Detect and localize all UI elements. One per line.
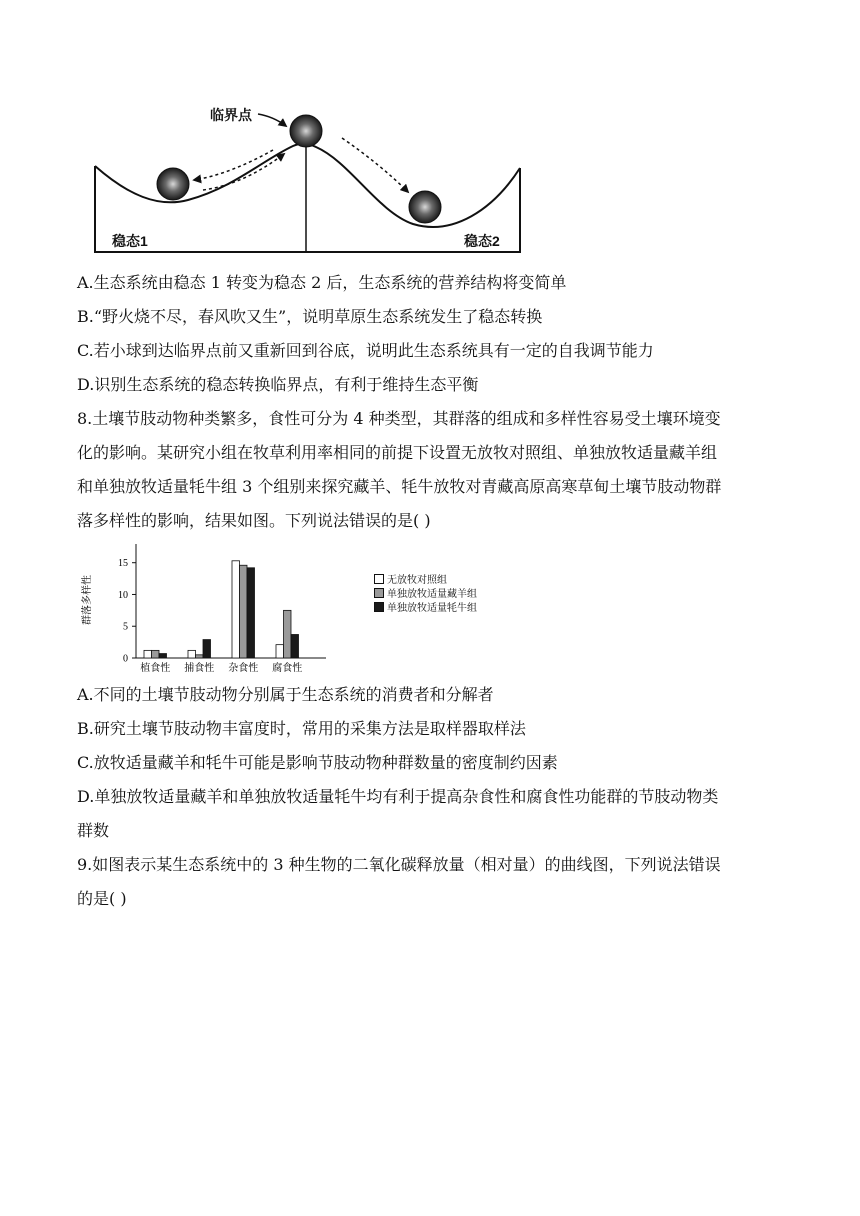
bar-3-1 bbox=[284, 610, 292, 658]
arthropod-diversity-chart bbox=[78, 540, 477, 676]
bar-1-0 bbox=[188, 650, 196, 658]
legend-item-tibetan-sheep bbox=[374, 588, 477, 601]
q8-option-d-line-1: D.单独放牧适量藏羊和单独放牧适量牦牛均有利于提高杂食性和腐食性功能群的节肢动物类 bbox=[77, 787, 719, 806]
q8-option-c: C.放牧适量藏羊和牦牛可能是影响节肢动物种群数量的密度制约因素 bbox=[77, 753, 558, 772]
bar-1-2 bbox=[203, 640, 211, 658]
arrow-to-state2 bbox=[342, 138, 408, 192]
bar-2-2 bbox=[247, 568, 255, 658]
arrow-to-critical bbox=[203, 154, 284, 190]
bar-2-0 bbox=[232, 561, 240, 658]
y-tick-label-5: 5 bbox=[123, 621, 128, 633]
legend-swatch-yak bbox=[374, 602, 384, 612]
legend-label-control: 无放牧对照组 bbox=[387, 575, 447, 586]
x-tick-label-3: 腐食性 bbox=[272, 663, 303, 674]
ball-state1 bbox=[157, 168, 189, 200]
q8-stem-line-4: 落多样性的影响，结果如图。下列说法错误的是( ) bbox=[77, 511, 431, 530]
q8-option-d-line-2: 群数 bbox=[77, 821, 110, 840]
state1-label: 稳态1 bbox=[112, 233, 148, 249]
q7-option-c: C.若小球到达临界点前又重新回到谷底，说明此生态系统具有一定的自我调节能力 bbox=[77, 341, 654, 360]
arrow-critical-label bbox=[258, 114, 286, 126]
legend-item-control bbox=[374, 574, 447, 587]
bar-3-2 bbox=[291, 634, 299, 658]
legend-label-tibetan-sheep: 单独放牧适量藏羊组 bbox=[387, 589, 477, 600]
y-tick-label-15: 15 bbox=[118, 558, 128, 570]
q7-option-a: A.生态系统由稳态 1 转变为稳态 2 后，生态系统的营养结构将变简单 bbox=[77, 273, 567, 292]
q8-stem-line-2: 化的影响。某研究小组在牧草利用率相同的前提下设置无放牧对照组、单独放牧适量藏羊组 bbox=[77, 443, 718, 462]
legend-item-yak bbox=[374, 602, 477, 615]
x-tick-label-0: 植食性 bbox=[140, 663, 171, 674]
y-tick-label-10: 10 bbox=[118, 589, 128, 601]
x-tick-label-1: 捕食性 bbox=[184, 663, 215, 674]
y-tick-label-0: 0 bbox=[123, 653, 128, 665]
q8-option-b: B.研究土壤节肢动物丰富度时，常用的采集方法是取样器取样法 bbox=[77, 719, 526, 738]
stability-landscape-diagram bbox=[88, 100, 528, 258]
bar-0-0 bbox=[144, 650, 152, 658]
bar-3-0 bbox=[276, 645, 284, 658]
q9-stem-line-2: 的是( ) bbox=[77, 889, 127, 908]
q7-option-b: B.“野火烧不尽，春风吹又生”，说明草原生态系统发生了稳态转换 bbox=[77, 307, 543, 326]
bar-2-1 bbox=[240, 565, 248, 658]
q8-stem-line-1: 8.土壤节肢动物种类繁多，食性可分为 4 种类型，其群落的组成和多样性容易受土壤环境变 bbox=[77, 409, 721, 428]
ball-critical-point bbox=[290, 115, 322, 147]
state2-label: 稳态2 bbox=[464, 233, 500, 249]
bar-1-1 bbox=[196, 655, 204, 658]
ball-state2 bbox=[409, 191, 441, 223]
q9-stem-line-1: 9.如图表示某生态系统中的 3 种生物的二氧化碳释放量（相对量）的曲线图，下列说法错误 bbox=[77, 855, 721, 874]
critical-point-label: 临界点 bbox=[210, 107, 252, 123]
bar-0-1 bbox=[152, 650, 160, 658]
q8-stem-line-3: 和单独放牧适量牦牛组 3 个组别来探究藏羊、牦牛放牧对青藏高原高寒草甸土壤节肢动物群 bbox=[77, 477, 722, 496]
y-axis-label: 群落多样性 bbox=[82, 575, 93, 625]
legend-swatch-tibetan-sheep bbox=[374, 588, 384, 598]
q8-option-a: A.不同的土壤节肢动物分别属于生态系统的消费者和分解者 bbox=[77, 685, 494, 704]
x-tick-label-2: 杂食性 bbox=[228, 663, 259, 674]
legend-swatch-control bbox=[374, 574, 384, 584]
bar-0-2 bbox=[159, 654, 167, 658]
legend-label-yak: 单独放牧适量牦牛组 bbox=[387, 603, 477, 614]
q7-option-d: D.识别生态系统的稳态转换临界点，有利于维持生态平衡 bbox=[77, 375, 479, 394]
